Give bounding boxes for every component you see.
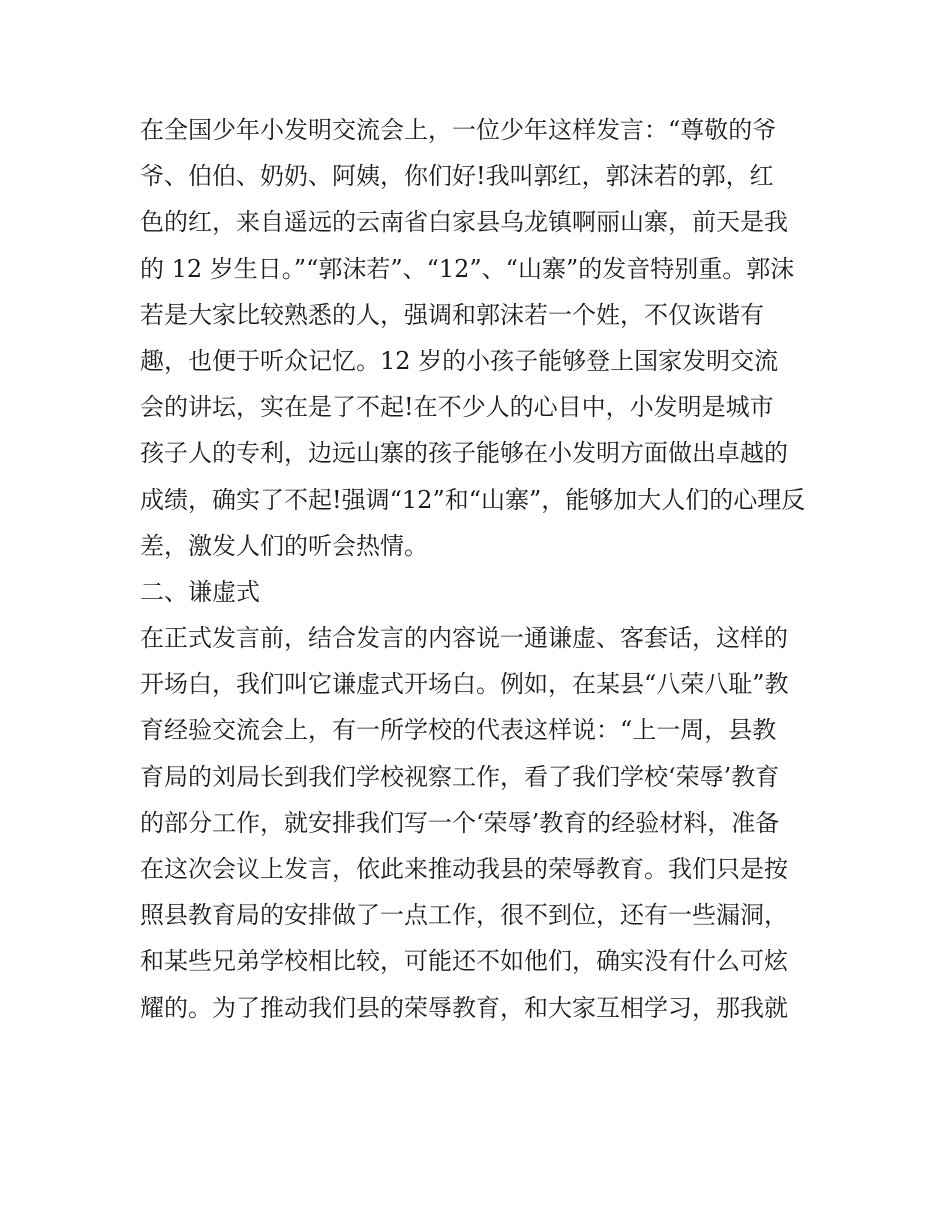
text-line: 的 12 岁生日。”“郭沫若”、“12”、“山寨”的发音特别重。郭沫 bbox=[140, 254, 795, 283]
text-line: 会的讲坛，实在是了不起!在不少人的心目中，小发明是城市 bbox=[140, 393, 774, 422]
text-line: 差，激发人们的听会热情。 bbox=[140, 531, 428, 560]
text-line: 爷、伯伯、奶奶、阿姨，你们好!我叫郭红，郭沫若的郭，红 bbox=[140, 162, 774, 191]
text-line: 色的红，来自遥远的云南省白家县乌龙镇啊丽山寨，前天是我 bbox=[140, 208, 788, 237]
text-line: 成绩，确实了不起!强调“12”和“山寨”，能够加大人们的心理反 bbox=[140, 485, 806, 514]
body-text bbox=[140, 107, 820, 1031]
text-line: 趣，也便于听众记忆。12 岁的小孩子能够登上国家发明交流 bbox=[140, 346, 779, 375]
text-line: 育局的刘局长到我们学校视察工作，看了我们学校‘荣辱’教育 bbox=[140, 762, 780, 791]
text-line: 照县教育局的安排做了一点工作，很不到位，还有一些漏洞， bbox=[140, 901, 788, 930]
text-line: 若是大家比较熟悉的人，强调和郭沫若一个姓，不仅诙谐有 bbox=[140, 300, 764, 329]
text-line: 和某些兄弟学校相比较，可能还不如他们，确实没有什么可炫 bbox=[140, 947, 788, 976]
text-line: 开场白，我们叫它谦虚式开场白。例如，在某县“八荣八耻”教 bbox=[140, 670, 789, 699]
text-line: 在正式发言前，结合发言的内容说一通谦虚、客套话，这样的 bbox=[140, 624, 788, 653]
text-line: 在这次会议上发言，依此来推动我县的荣辱教育。我们只是按 bbox=[140, 855, 788, 883]
text-line: 孩子人的专利，边远山寨的孩子能够在小发明方面做出卓越的 bbox=[140, 439, 788, 468]
text-line: 在全国少年小发明交流会上，一位少年这样发言：“尊敬的爷 bbox=[140, 116, 777, 144]
text-line: 耀的。为了推动我们县的荣辱教育，和大家互相学习，那我就 bbox=[140, 993, 788, 1022]
text-line: 的部分工作，就安排我们写一个‘荣辱’教育的经验材料，准备 bbox=[140, 808, 780, 837]
text-line: 育经验交流会上，有一所学校的代表这样说：“上一周，县教 bbox=[140, 716, 777, 745]
section-heading: 二、谦虚式 bbox=[140, 577, 260, 606]
